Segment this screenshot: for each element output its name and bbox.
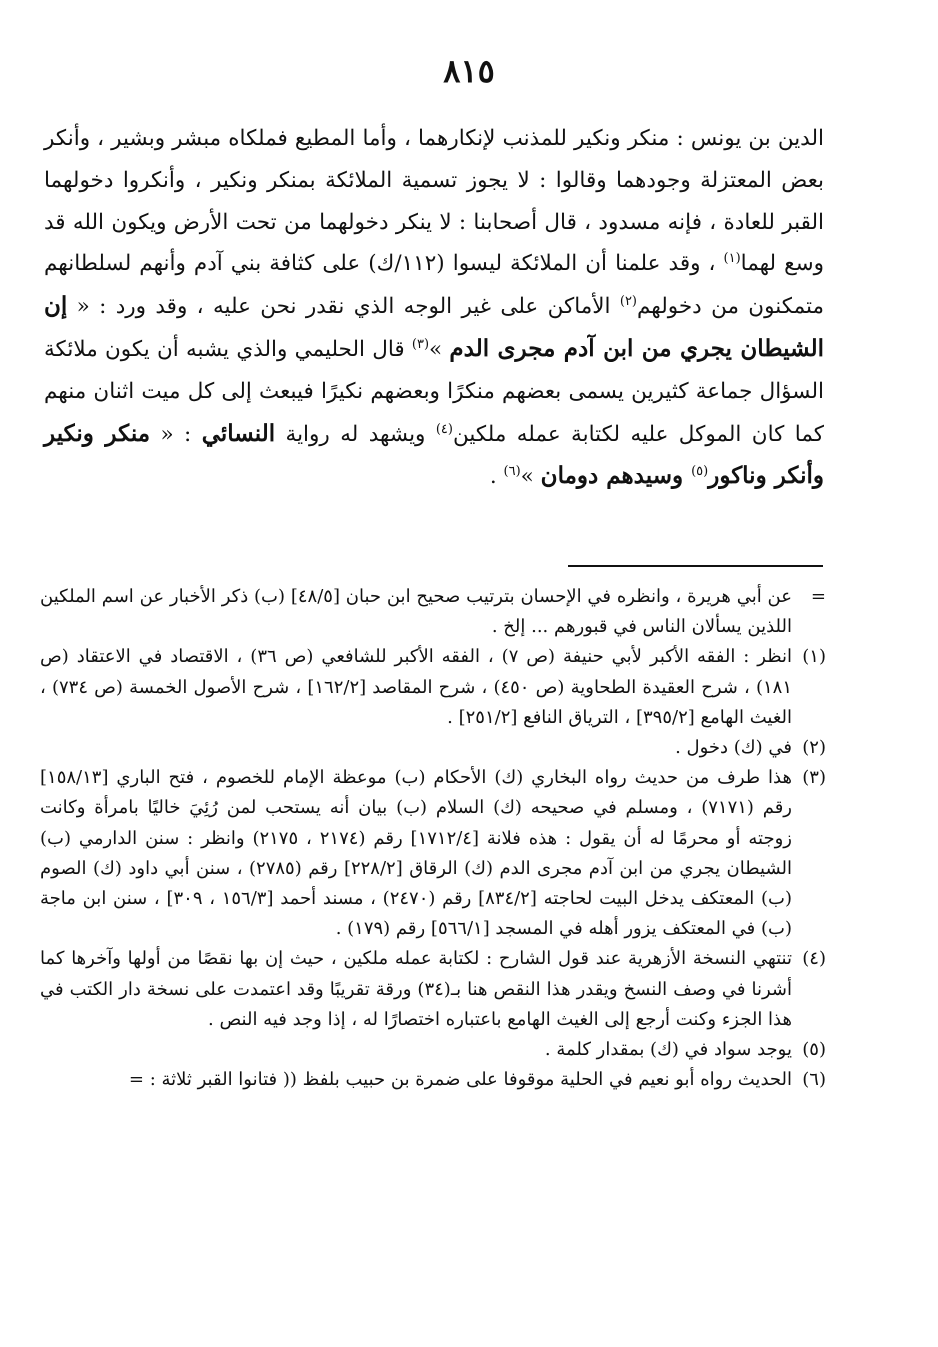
- footnotes-section: [40, 582, 826, 1095]
- angel-leader-bold: وسيدهم دومان: [540, 462, 692, 490]
- footnote-ref-2: (٢): [619, 294, 637, 310]
- narrator-name-bold: النسائي: [201, 419, 276, 447]
- footnote-ref-4: (٤): [435, 421, 453, 437]
- footnote-mark: =: [810, 586, 826, 607]
- hadith-quote-bold: إن الشيطان يجري من ابن آدم مجرى الدم: [44, 292, 824, 362]
- footnote-ref-1: (١): [723, 251, 741, 267]
- footnote-mark: (٤): [802, 948, 826, 970]
- footnote-mark: (٥): [802, 1039, 826, 1061]
- main-text-segment: الأماكن على غير الوجه الذي نقدر نحن عليه ، وقد ورد : «: [67, 294, 620, 320]
- footnote-mark: (١): [802, 646, 826, 668]
- footnote-text: الحديث رواه أبو نعيم في الحلية موقوفا على ضمرة بن حبيب بلفظ (( فتانوا القبر ثلاثة : =: [128, 1069, 792, 1091]
- footnote-text: عن أبي هريرة ، وانظره في الإحسان بترتيب صحيح ابن حبان [٤٨/٥] (ب) ذكر الأخبار عن اسم الملكين اللذين يسألان الناس في قبورهم ... إلخ .: [40, 586, 792, 638]
- main-text-segment: قال الحليمي والذي يشبه أن يكون ملائكة السؤال جماعة كثيرين يسمى بعضهم منكرًا وبعضهم نكيرًا فيبعث إلى كل ميت اثنان منهم كما كان الموكل عليه لكتابة عمله ملكين: [44, 336, 824, 447]
- footnote-text: تنتهي النسخة الأزهرية عند قول الشارح : لكتابة عمله ملكين ، حيث إن بها نقصًا من أولها وآخرها كما أشرنا في وصف النسخ ويقدر هذا النقص هنا بـ(٣٤) ورقة تقريبًا وقد اعتمدت على نسخة دار الكتب في هذا الجزء وكنت أرجع إلى الغيث الهامع باعتباره اختصارًا له ، إذا وجد فيه النص .: [40, 948, 792, 1030]
- footnote-6: [40, 1065, 826, 1095]
- footnote-text: في (ك) دخول .: [675, 737, 792, 759]
- footnote-3: [40, 763, 826, 944]
- main-text-segment: : «: [150, 421, 202, 447]
- footnote-ref-6: (٦): [503, 464, 521, 480]
- footnote-text: يوجد سواد في (ك) بمقدار كلمة .: [544, 1039, 792, 1061]
- footnote-text: هذا طرف من حديث رواه البخاري (ك) الأحكام (ب) موعظة الإمام للخصوم ، فتح الباري [١٥٨/١٣] رقم (٧١٧١) ، ومسلم في صحيحه (ك) السلام (ب) بيان أنه يستحب لمن رُئِيَ خاليًا بامرأة وكانت زوجته أو محرمًا له أن يقول : هذه فلانة [١٧١٢/٤] رقم (٢١٧٤ ، ٢١٧٥) وانظر : سنن الدارمي (ب) الشيطان يجري من ابن آدم مجرى الدم (ك) الرقاق [٢٢٨/٢] رقم (٢٧٨٥) ، سنن أبي داود (ك) الصوم (ب) المعتكف يدخل البيت لحاجته [٨٣٤/٢] رقم (٢٤٧٠) ، مسند أحمد [١٥٦/٣ ، ٣٠٩] ، سنن ابن ماجة (ب) في المعتكف يزور أهله في المسجد [٥٦٦/١] رقم (١٧٩) .: [40, 767, 792, 940]
- footnote-mark: (٣): [802, 767, 826, 789]
- footnote-continuation: [40, 582, 826, 642]
- angel-names-bold: منكر ونكير وأنكر وناكور: [44, 419, 824, 490]
- main-text-segment: »: [429, 336, 450, 362]
- footnote-4: [40, 944, 826, 1035]
- footnote-text: انظر : الفقه الأكبر لأبي حنيفة (ص ٧) ، الفقه الأكبر للشافعي (ص ٣٦) ، الاقتصاد في الاعتقاد (ص ١٨١) ، شرح العقيدة الطحاوية (ص ٤٥٠) ، شرح المقاصد [١٦٢/٢] ، شرح الأصول الخمسة (ص ٧٣٤) ، الغيث الهامع [٣٩٥/٢] ، الترياق النافع [٢٥١/٢] .: [40, 646, 792, 728]
- main-text-body: [44, 118, 824, 498]
- main-text-segment: ويشهد له رواية: [275, 421, 436, 447]
- footnote-5: [40, 1035, 826, 1065]
- main-text-segment: الدين بن يونس : منكر ونكير للمذنب لإنكارهما ، وأما المطيع فملكاه مبشر وبشير ، وأنكر بعض المعتزلة وجودهما وقالوا : لا يجوز تسمية الملائكة بمنكر ونكير ، وأنكروا دخولهما القبر للعادة ، فإنه مسدود ، قال أصحابنا : لا ينكر دخولهما من تحت الأرض ويكون الله قد وسع لهما: [44, 126, 824, 277]
- page-number: ٨١٥: [443, 52, 495, 90]
- footnote-mark: (٦): [802, 1069, 826, 1091]
- footnote-ref-5: (٥): [691, 464, 709, 480]
- main-paragraph: [44, 118, 824, 498]
- footnote-1: [40, 642, 826, 733]
- footnote-mark: (٢): [802, 737, 826, 759]
- footnote-ref-3: (٣): [411, 336, 430, 352]
- footnote-2: [40, 733, 826, 763]
- main-text-segment: ، وقد علمنا أن الملائكة ليسوا (١١٢/ك) على كثافة بني آدم وأنهم لسلطانهم متمكنون من دخولهم: [44, 251, 824, 320]
- main-text-segment: .: [489, 464, 504, 490]
- main-text-segment: »: [520, 464, 541, 490]
- footnote-separator-rule: [568, 565, 823, 567]
